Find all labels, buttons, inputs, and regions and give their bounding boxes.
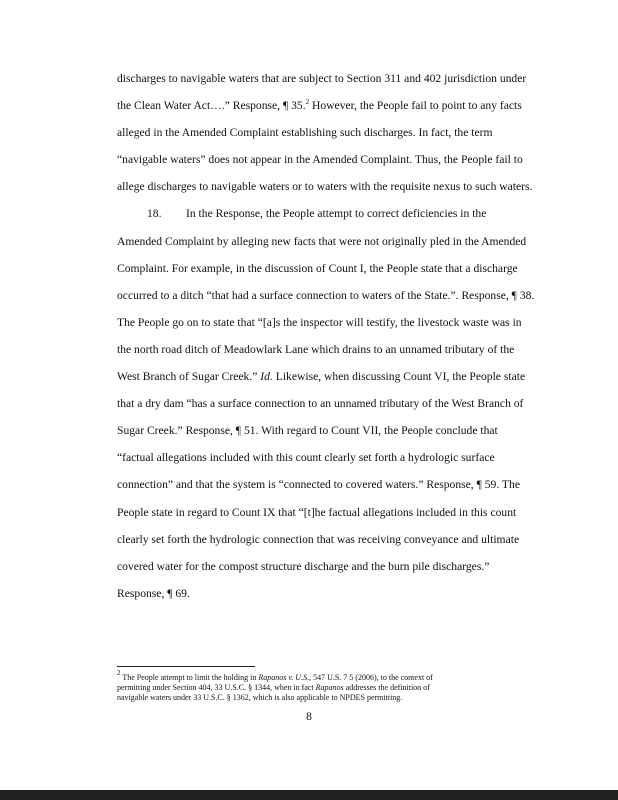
footnote-line	[117, 683, 521, 693]
text-line: occurred to a ditch “that had a surface connection to waters of the State.”. Response, ¶ 38.	[117, 288, 535, 302]
text-line: allege discharges to navigable waters or to waters with the requisite nexus to such waters.	[117, 180, 533, 194]
body-text	[117, 65, 535, 607]
text-line: The People go on to state that “[a]s the inspector will testify, the livestock waste was in	[117, 315, 522, 329]
footnote	[117, 669, 521, 703]
text-line-body: In the Response, the People attempt to correct deficiencies in the	[186, 207, 487, 221]
text-line	[117, 92, 522, 119]
text-line: Response, ¶ 69.	[117, 586, 190, 600]
footnote-text: The People attempt to limit the holding in	[120, 673, 259, 682]
text-line	[117, 200, 517, 227]
footnote-line: navigable waters under 33 U.S.C. § 1362, which is also applicable to NPDES permitting.	[117, 693, 403, 702]
text-line: Amended Complaint by alleging new facts that were not originally pled in the Amended	[117, 234, 527, 248]
case-name: Rapanos v. U.S.	[258, 673, 310, 682]
footnote-marker: 2	[117, 669, 121, 677]
text-line: People state in regard to Count IX that “[t]he factual allegations included in this count	[117, 505, 517, 519]
text-line-tail: Likewise, when discussing Count VI, the People state	[272, 370, 526, 384]
text-line-head: West Branch of Sugar Creek.”	[117, 370, 261, 384]
footnote-text: addresses the definition of	[343, 683, 430, 692]
paragraph-18	[117, 200, 535, 606]
page-number: 8	[306, 711, 312, 723]
text-line: connection” and that the system is “connected to covered waters.” Response, ¶ 59. The	[117, 478, 520, 492]
text-line: that a dry dam “has a surface connection to an unnamed tributary of the West Branch of	[117, 397, 524, 411]
id-citation: Id.	[260, 370, 273, 384]
text-line-tail: However, the People fail to point to any facts	[309, 99, 522, 113]
text-line: alleged in the Amended Complaint establishing such discharges. In fact, the term	[117, 126, 493, 140]
text-line-head: the Clean Water Act….” Response, ¶ 35.	[117, 99, 306, 113]
text-line: covered water for the compost structure discharge and the burn pile discharges.”	[117, 559, 490, 573]
text-line: the north road ditch of Meadowlark Lane which drains to an unnamed tributary of the	[117, 342, 515, 356]
paragraph-continued	[117, 65, 533, 200]
footnote-text: , 547 U.S. 7 5 (2006), to the context of	[309, 673, 433, 682]
text-line: clearly set forth the hydrologic connection that was receiving conveyance and ultimate	[117, 532, 520, 546]
text-line: “factual allegations included with this count clearly set forth a hydrologic surface	[117, 451, 495, 465]
text-line: Sugar Creek.” Response, ¶ 51. With regard to Count VII, the People conclude that	[117, 424, 498, 438]
footnote-separator	[117, 666, 255, 667]
footnote-reference: 2	[305, 98, 310, 107]
scan-border	[0, 790, 618, 800]
footnote-text: permitting under Section 404, 33 U.S.C. § 1344, when in fact	[117, 683, 316, 692]
text-line	[117, 363, 526, 390]
text-line: Complaint. For example, in the discussion of Count I, the People state that a discharge	[117, 261, 518, 275]
text-line: “navigable waters” does not appear in the Amended Complaint. Thus, the People fail to	[117, 153, 523, 167]
case-name: Rapanos	[315, 683, 344, 692]
footnote-line	[117, 669, 521, 683]
paragraph-number: 18.	[147, 207, 162, 221]
text-line: discharges to navigable waters that are subject to Section 311 and 402 jurisdiction under	[117, 72, 527, 85]
